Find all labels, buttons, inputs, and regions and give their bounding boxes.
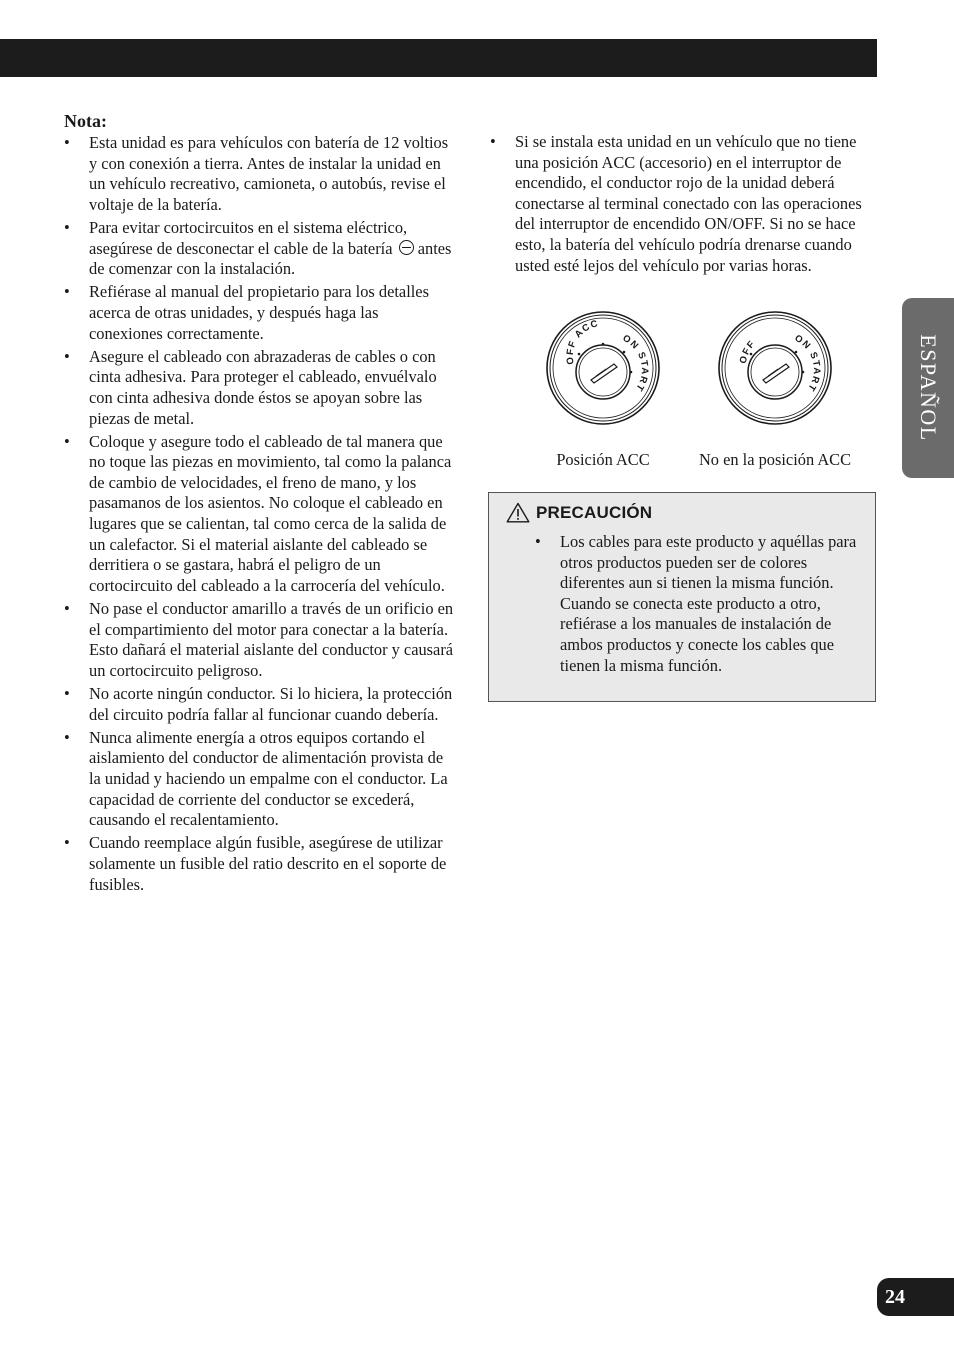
- header-bar: [0, 39, 877, 77]
- acc-note-column: [490, 132, 880, 279]
- note-item: • No acorte ningún conductor. Si lo hiciera, la protección del circuito podría fallar al funcionar cuando debería.: [64, 684, 453, 724]
- caution-header: [506, 502, 652, 523]
- notes-column: [64, 110, 454, 898]
- note-item: • Para evitar cortocircuitos en el sistema eléctrico, asegúrese de desconectar el cable de la batería antes de comenzar con la instalación.: [64, 217, 452, 279]
- ignition-switch-no-acc-icon: [716, 306, 834, 426]
- acc-note-list: [490, 132, 880, 276]
- figure-acc-position: [538, 306, 668, 470]
- note-item: • Cuando reemplace algún fusible, asegúrese de utilizar solamente un fusible del ratio descrito en el soporte de fusibles.: [64, 833, 447, 894]
- warning-triangle-icon: [506, 502, 530, 523]
- note-item: • Asegure el cableado con abrazaderas de cables o con cinta adhesiva. Para proteger el cableado, envuélvalo con cinta adhesiva donde éstos se apoyan sobre las piezas de metal.: [64, 346, 437, 428]
- page-number-label: 24: [885, 1286, 905, 1308]
- note-item: • Nunca alimente energía a otros equipos cortando el aislamiento del conductor de alimentación provista de la unidad y haciendo un empalme con el conductor. La capacidad de corriente del conductor se excederá, causando el recalentamiento.: [64, 727, 448, 830]
- ignition-switch-acc-icon: [544, 306, 662, 426]
- svg-text:OFF: OFF: [737, 338, 759, 365]
- caution-box: [488, 492, 876, 702]
- note-item: • No pase el conductor amarillo a través de un orificio en el compartimiento del motor para conectar a la batería. Esto dañará el material aislante del conductor y causará un cortocircuito peligroso.: [64, 599, 454, 680]
- figure-acc-caption: Posición ACC: [556, 450, 650, 469]
- negative-terminal-icon: [399, 240, 414, 255]
- figure-no-acc-position: [680, 306, 870, 470]
- language-tab: [902, 298, 954, 478]
- figure-no-acc-caption: No en la posición ACC: [698, 450, 852, 469]
- ignition-figures: [540, 306, 870, 469]
- caution-title: PRECAUCIÓN: [536, 502, 653, 522]
- note-item: • Esta unidad es para vehículos con batería de 12 voltios y con conexión a tierra. Antes de instalar la unidad en un vehículo recreativo, camioneta, o autobús, revise el voltaje de la batería.: [64, 133, 449, 214]
- note-item: • Refiérase al manual del propietario para los detalles acerca de otras unidades, y después haga las conexiones correctamente.: [64, 282, 429, 343]
- acc-note-item: • Si se instala esta unidad en un vehículo que no tiene una posición ACC (accesorio) en el interruptor de encendido, el conductor rojo de la unidad deberá conectarse al terminal conectado con las operaciones del interruptor de encendido ON/OFF. Si no se hace esto, la batería del vehículo podría drenarse cuando usted esté lejos del vehículo por varias horas.: [490, 132, 862, 275]
- notes-heading: Nota:: [64, 111, 107, 131]
- note-item: • Coloque y asegure todo el cableado de tal manera que no toque las piezas en movimiento, tal como la palanca de cambio de velocidades, el freno de mano, y los pasamanos de los asientos. No coloque el cableado en lugares que se calientan, tal como cerca de la salida de un calefactor. Si el material aislante del cableado se derritiera o se gastara, habrá el peligro de un cortocircuito del cableado a la carrocería del vehículo.: [64, 431, 452, 595]
- svg-text:OFF ACC: OFF ACC: [564, 318, 601, 366]
- svg-text:ON START: ON START: [792, 332, 823, 394]
- svg-text:ON START: ON START: [620, 332, 651, 394]
- caution-item: • Los cables para este producto y aquéllas para otros productos pueden ser de colores diferentes aun si tienen la misma función. Cuando se conecta este producto a otro, refiérase a los manuales de instalación de ambos productos y conecte los cables que tienen la misma función.: [535, 532, 857, 675]
- caution-list: [535, 532, 865, 679]
- language-tab-label: ESPAÑOL: [916, 334, 941, 442]
- page-number: [877, 1278, 954, 1316]
- notes-list: [64, 133, 454, 895]
